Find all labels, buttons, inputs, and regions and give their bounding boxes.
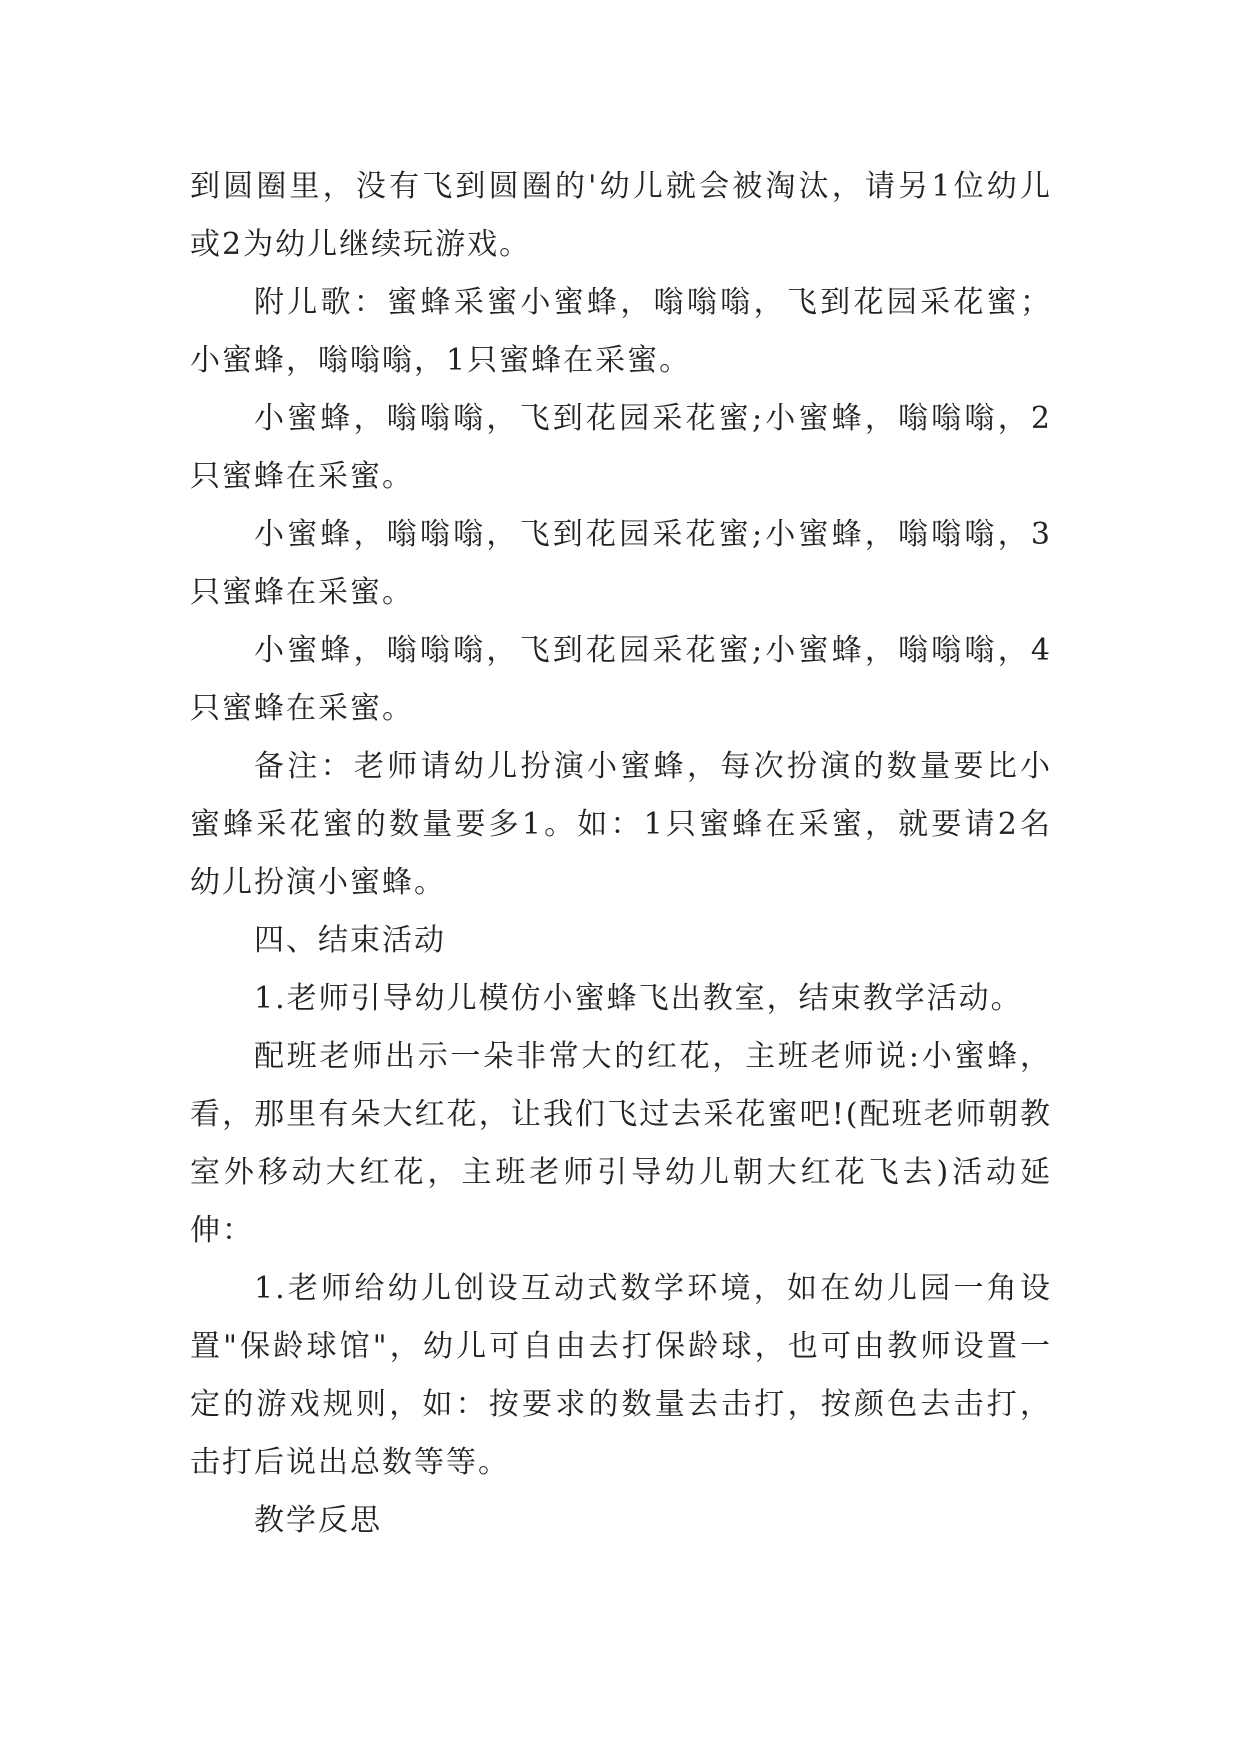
paragraph: 小蜜蜂，嗡嗡嗡，飞到花园采花蜜;小蜜蜂，嗡嗡嗡，2只蜜蜂在采蜜。 xyxy=(190,401,1052,494)
document-body xyxy=(190,158,1052,1550)
section-heading: 四、结束活动 xyxy=(254,923,446,958)
paragraph: 到圆圈里，没有飞到圆圈的'幼儿就会被淘汰，请另1位幼儿或2为幼儿继续玩游戏。 xyxy=(190,169,1052,262)
paragraph: 1.老师给幼儿创设互动式数学环境，如在幼儿园一角设置"保龄球馆"，幼儿可自由去打保龄球，也可由教师设置一定的游戏规则，如：按要求的数量去击打，按颜色去击打，击打后说出总数等等。 xyxy=(190,1271,1052,1480)
paragraph: 附儿歌：蜜蜂采蜜小蜜蜂，嗡嗡嗡，飞到花园采花蜜；小蜜蜂，嗡嗡嗡，1只蜜蜂在采蜜。 xyxy=(190,285,1052,378)
paragraph: 小蜜蜂，嗡嗡嗡，飞到花园采花蜜;小蜜蜂，嗡嗡嗡，3只蜜蜂在采蜜。 xyxy=(190,517,1052,610)
paragraph: 备注：老师请幼儿扮演小蜜蜂，每次扮演的数量要比小蜜蜂采花蜜的数量要多1。如：1只蜜蜂在采蜜，就要请2名幼儿扮演小蜜蜂。 xyxy=(190,749,1052,900)
paragraph: 配班老师出示一朵非常大的红花，主班老师说:小蜜蜂，看，那里有朵大红花，让我们飞过去采花蜜吧!(配班老师朝教室外移动大红花，主班老师引导幼儿朝大红花飞去)活动延伸： xyxy=(190,1039,1052,1248)
section-heading: 教学反思 xyxy=(254,1503,382,1538)
paragraph: 小蜜蜂，嗡嗡嗡，飞到花园采花蜜;小蜜蜂，嗡嗡嗡，4只蜜蜂在采蜜。 xyxy=(190,633,1052,726)
paragraph: 1.老师引导幼儿模仿小蜜蜂飞出教室，结束教学活动。 xyxy=(254,981,1023,1016)
